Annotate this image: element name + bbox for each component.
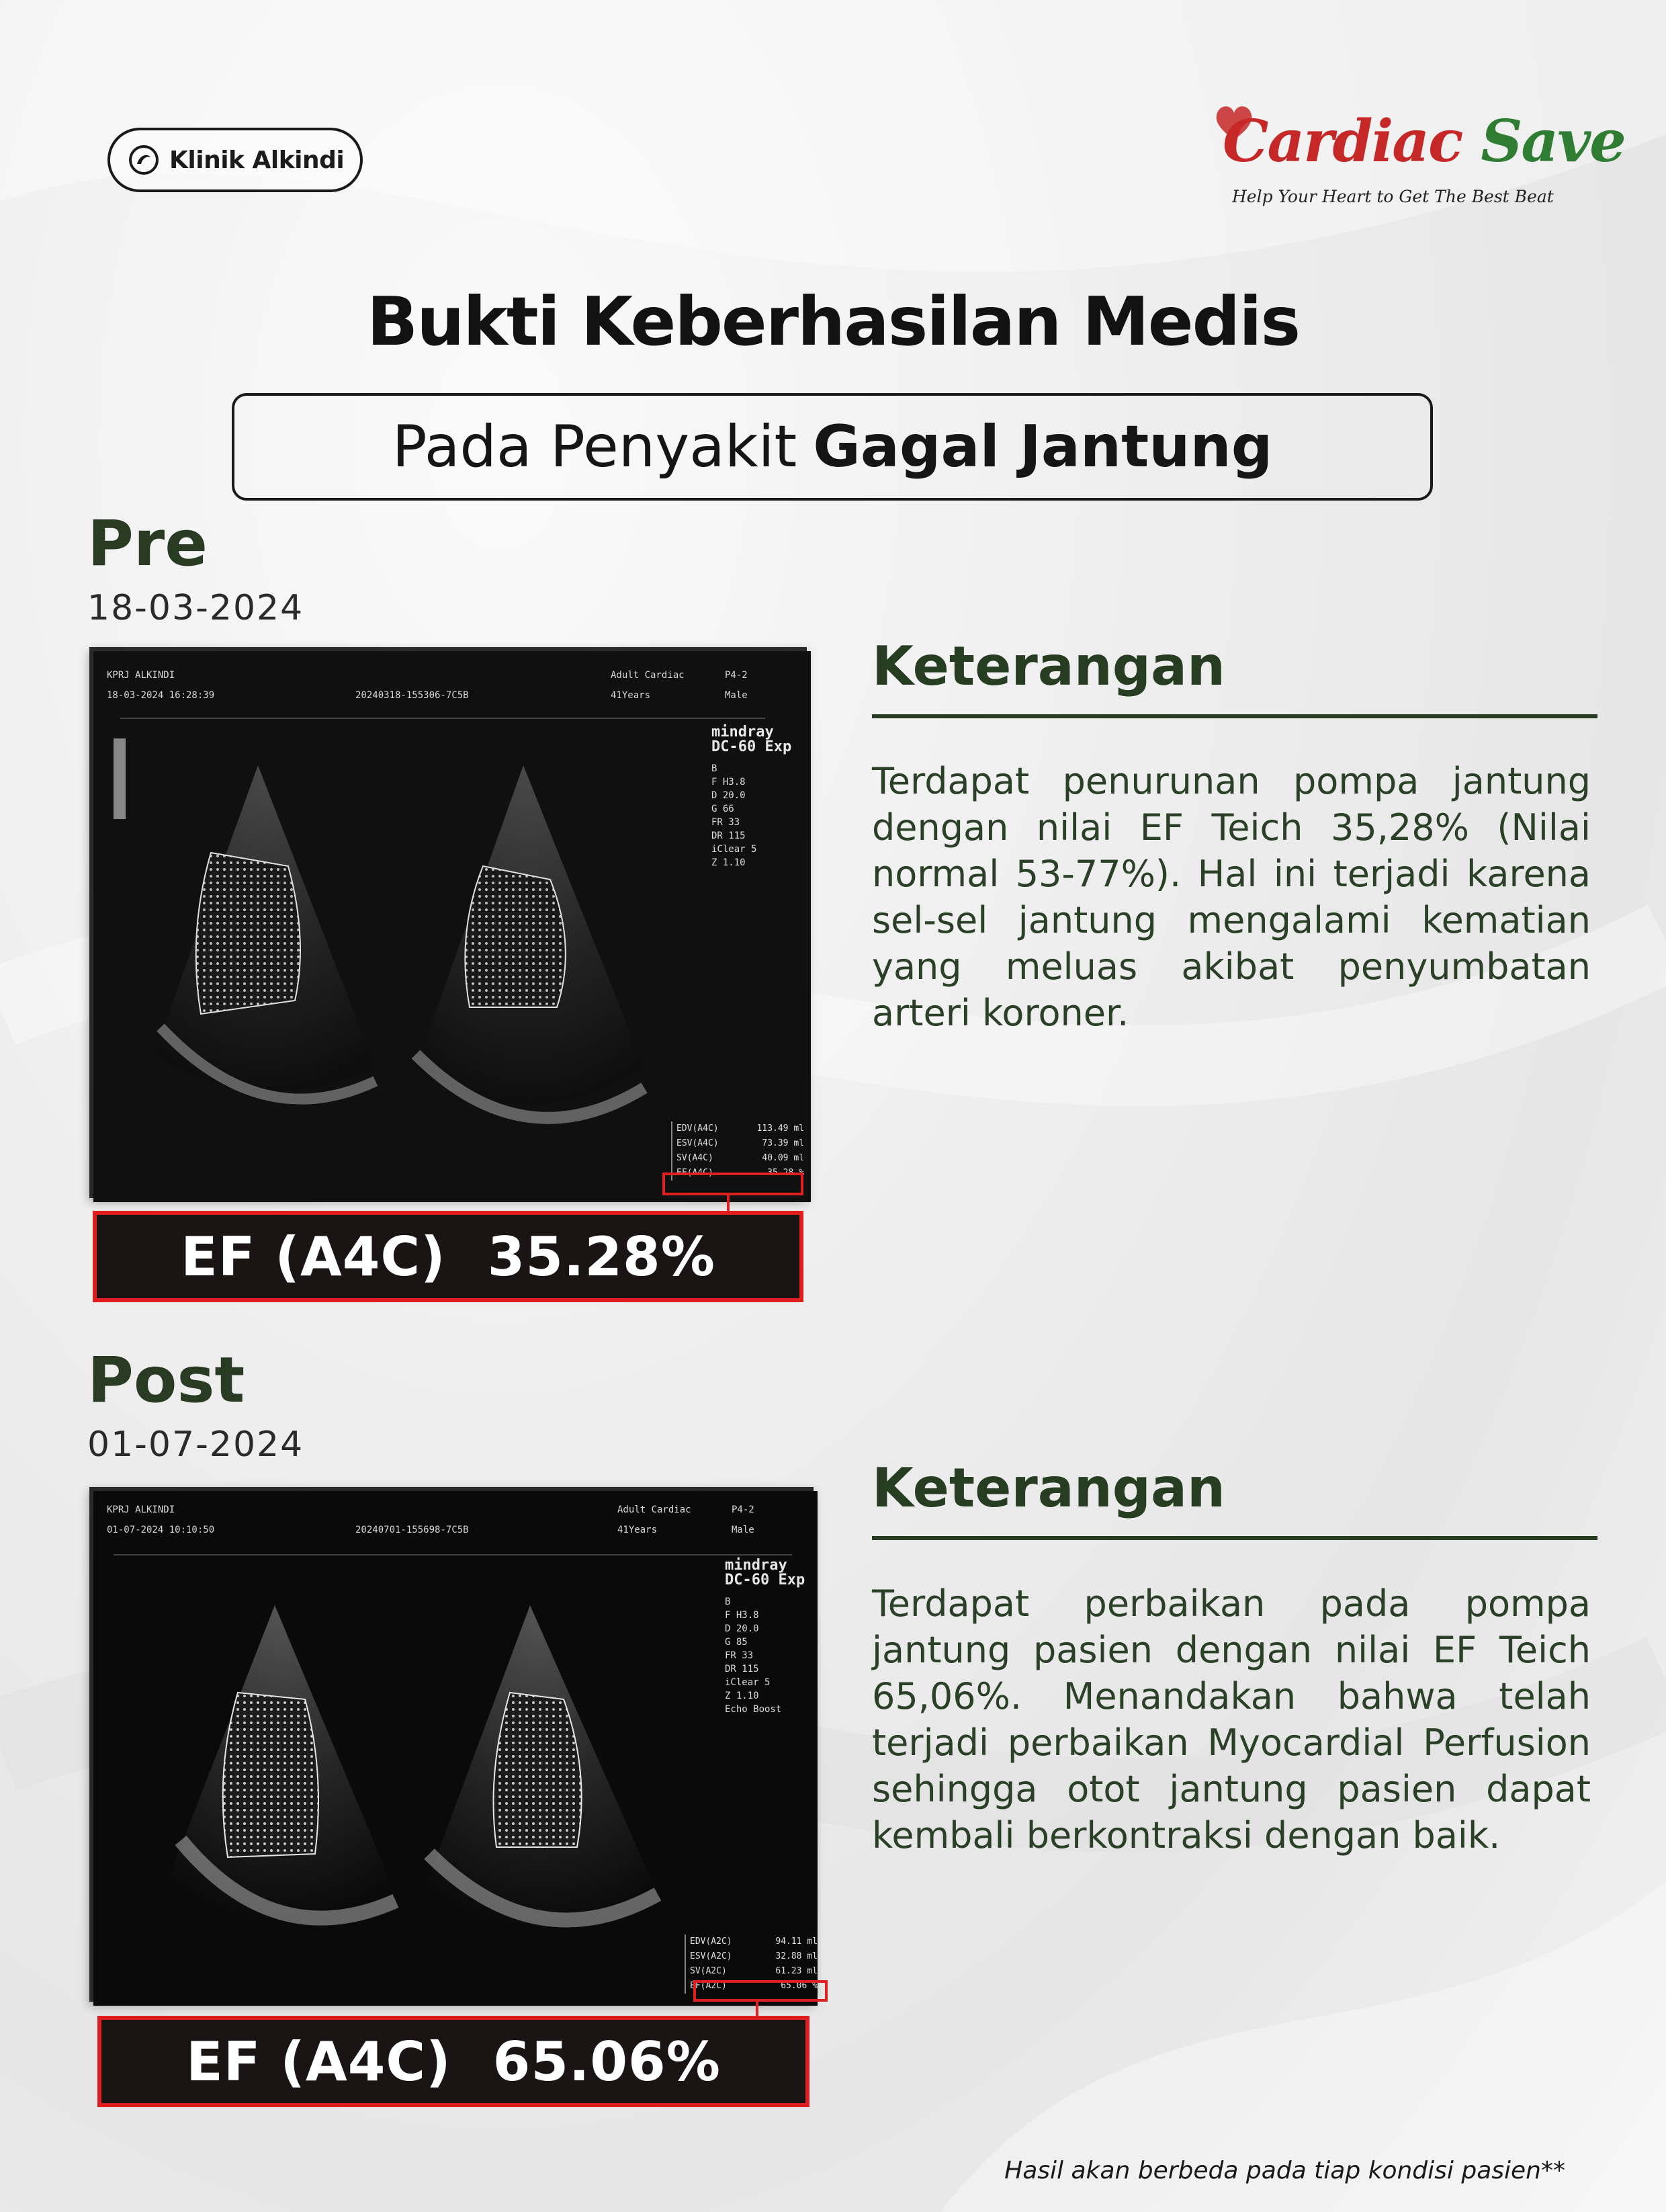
pre-measurements (671, 1121, 804, 1181)
measurement-row (676, 1136, 804, 1151)
footer-disclaimer: Hasil akan berbeda pada tiap kondisi pasien** (1004, 2157, 1565, 2184)
pre-echo-mode: Adult Cardiac (611, 670, 685, 681)
pre-echo-datetime: 18-03-2024 16:28:39 (107, 690, 215, 701)
measurement-value: 40.09 ml (762, 1153, 804, 1163)
pre-ef-value: 35.28% (487, 1225, 715, 1288)
post-echo-study-id: 20240701-155698-7C5B (355, 1525, 469, 1535)
post-echo-clinic: KPRJ ALKINDI (107, 1504, 175, 1515)
measurement-label: SV(A4C) (676, 1153, 713, 1163)
post-echo-machine: mindray DC-60 Exp (725, 1557, 805, 1588)
brand-tagline: Help Your Heart to Get The Best Beat (1232, 187, 1554, 206)
pre-ef-result (93, 1211, 803, 1302)
measurement-row (690, 1934, 818, 1949)
measurement-value: 65.06 % (781, 1981, 818, 1991)
post-echo-probe: P4-2 (732, 1504, 754, 1515)
pre-ef-highlight (662, 1173, 803, 1195)
post-label: Post (87, 1344, 245, 1417)
post-echo-sex: Male (732, 1525, 754, 1535)
pre-echo-study-id: 20240318-155306-7C5B (355, 690, 469, 701)
post-ef-highlight (693, 1980, 828, 2002)
measurement-value: 94.11 ml (775, 1937, 818, 1947)
pre-ef-label: EF (A4C) (181, 1225, 446, 1288)
pre-echo-params: B F H3.8 D 20.0 G 66 FR 33 DR 115 iClear 5 Z 1.10 (711, 763, 757, 868)
pre-echo-sex: Male (725, 690, 748, 701)
measurement-value: 73.39 ml (762, 1138, 804, 1148)
post-connector-line (756, 1999, 758, 2018)
post-keterangan-divider (872, 1536, 1597, 1540)
pre-echo-image (89, 647, 807, 1198)
measurement-row (690, 1964, 818, 1979)
measurement-value: 61.23 ml (775, 1966, 818, 1976)
measurement-value: 113.49 ml (756, 1123, 804, 1134)
pre-echo-machine: mindray DC-60 Exp (711, 724, 792, 755)
post-echo-age: 41Years (617, 1525, 658, 1535)
post-echo-params: B F H3.8 D 20.0 G 85 FR 33 DR 115 iClear 5 Z 1.10 Echo Boost (725, 1597, 782, 1715)
subtitle-prefix: Pada Penyakit (392, 413, 797, 480)
post-date: 01-07-2024 (87, 1424, 304, 1465)
post-ef-value: 65.06% (492, 2030, 721, 2093)
pre-label: Pre (87, 507, 208, 581)
post-ef-result (97, 2016, 809, 2107)
subtitle-bold: Gagal Jantung (813, 413, 1273, 480)
pre-keterangan-text: Terdapat penurunan pompa jantung dengan nilai EF Teich 35,28% (Nilai normal 53-77%). Hal ini terjadi karena sel-sel jantung mengalami kematian yang meluas akibat penyumbatan arteri koroner. (872, 760, 1591, 1034)
post-echo-datetime: 01-07-2024 10:10:50 (107, 1525, 215, 1535)
post-keterangan-title: Keterangan (872, 1457, 1225, 1519)
measurement-label: EF(A4C) (676, 1168, 713, 1178)
subtitle-box (232, 393, 1433, 501)
measurement-row (676, 1151, 804, 1166)
measurement-label: EDV(A4C) (676, 1123, 719, 1134)
pre-echo-age: 41Years (611, 690, 651, 701)
post-keterangan-text: Terdapat perbaikan pada pompa jantung pasien dengan nilai EF Teich 65,06%. Menandakan bahwa telah terjadi perbaikan Myocardial Perfusion sehingga otot jantung pasien dapat kembali berkontraksi dengan baik. (872, 1582, 1591, 1857)
cardiacsave-logo (1223, 108, 1625, 215)
pre-echo-scan (93, 651, 811, 1202)
pre-keterangan-divider (872, 714, 1597, 718)
brand-title-save: Save (1481, 108, 1625, 175)
measurement-row (690, 1949, 818, 1964)
post-echo-scan (93, 1491, 818, 2006)
pre-date: 18-03-2024 (87, 588, 304, 628)
measurement-value: 32.88 ml (775, 1951, 818, 1961)
post-ef-label: EF (A4C) (186, 2030, 451, 2093)
measurement-label: EDV(A2C) (690, 1937, 732, 1947)
measurement-value: 35.28 % (767, 1168, 804, 1178)
clinic-logo-icon (128, 144, 160, 176)
brand-title (1223, 108, 1625, 175)
brand-title-cardiac: Cardiac (1223, 108, 1462, 175)
measurement-label: SV(A2C) (690, 1966, 727, 1976)
clinic-name: Klinik Alkindi (169, 146, 345, 174)
pre-keterangan-title: Keterangan (872, 635, 1225, 697)
clinic-badge (107, 128, 363, 192)
pre-echo-clinic: KPRJ ALKINDI (107, 670, 175, 681)
measurement-label: ESV(A2C) (690, 1951, 732, 1961)
measurement-label: EF(A2C) (690, 1981, 727, 1991)
page-title: Bukti Keberhasilan Medis (366, 282, 1300, 361)
pre-connector-line (727, 1195, 730, 1212)
pre-echo-probe: P4-2 (725, 670, 748, 681)
measurement-label: ESV(A4C) (676, 1138, 719, 1148)
post-echo-image (89, 1487, 818, 2002)
post-echo-mode: Adult Cardiac (617, 1504, 691, 1515)
measurement-row (676, 1121, 804, 1136)
